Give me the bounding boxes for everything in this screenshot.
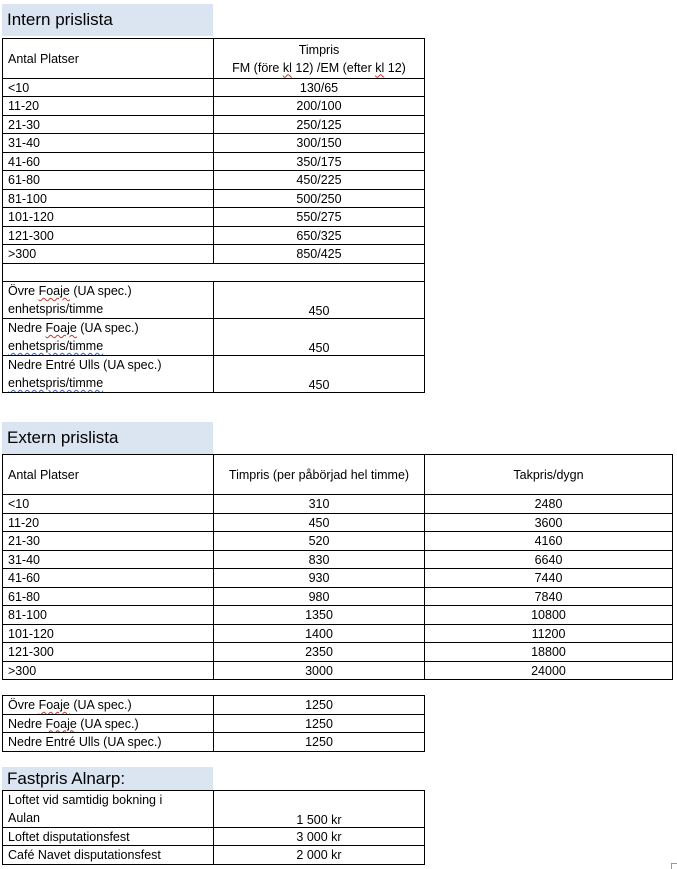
table-row [3,625,673,643]
extern-extras-table [2,695,425,752]
intern-extra-name: Nedre Entré Ulls (UA spec.) enhetspris/timme [3,356,214,393]
intern-heading: Intern prislista [2,4,213,36]
spacer-row [3,264,425,282]
table-row [3,828,425,846]
alnarp-item-price: 2 000 kr [214,846,425,865]
extern-seats: <10 [3,495,214,514]
extern-seats: >300 [3,662,214,680]
extern-hourly: 520 [214,532,425,551]
extern-extra-name: Nedre Entré Ulls (UA spec.) [3,733,214,752]
extern-hourly: 310 [214,495,425,514]
intern-price: 850/425 [214,245,425,264]
table-row [3,116,425,134]
table-row [3,153,425,171]
alnarp-heading: Fastpris Alnarp: [2,767,213,791]
table-row [3,569,673,588]
intern-header-seats: Antal Platser [3,39,214,79]
table-row [3,696,425,715]
extern-seats: 121-300 [3,643,214,662]
table-row [3,79,425,97]
table-row [3,733,425,752]
intern-extra-name: Nedre Foaje (UA spec.) enhetspris/timme [3,319,214,356]
table-row [3,791,425,828]
intern-seats: 61-80 [3,171,214,190]
extern-cap: 4160 [425,532,673,551]
extern-hourly: 830 [214,551,425,569]
extern-hourly: 2350 [214,643,425,662]
table-row [3,190,425,208]
intern-price: 450/225 [214,171,425,190]
table-row [3,662,673,680]
extern-header-seats: Antal Platser [3,455,214,495]
alnarp-item-price: 3 000 kr [214,828,425,846]
table-row [3,227,425,245]
extern-cap: 2480 [425,495,673,514]
extern-header-cap: Takpris/dygn [425,455,673,495]
intern-extra-name: Övre Foaje (UA spec.) enhetspris/timme [3,282,214,319]
extern-cap: 10800 [425,606,673,625]
table-row [3,495,673,514]
extern-extra-price: 1250 [214,733,425,752]
extern-hourly: 1350 [214,606,425,625]
extern-cap: 7840 [425,588,673,606]
extern-seats: 101-120 [3,625,214,643]
extern-hourly: 980 [214,588,425,606]
intern-price: 350/175 [214,153,425,171]
table-row [3,97,425,116]
extern-cap: 18800 [425,643,673,662]
extern-seats: 81-100 [3,606,214,625]
extern-cap: 11200 [425,625,673,643]
intern-price: 650/325 [214,227,425,245]
spacer-cell [3,264,425,282]
intern-price: 300/150 [214,134,425,153]
table-row [3,643,673,662]
extern-extra-price: 1250 [214,715,425,733]
intern-header-price-line1: Timpris [298,42,340,57]
page-corner-mark [671,863,677,869]
extern-hourly: 3000 [214,662,425,680]
intern-seats: 31-40 [3,134,214,153]
intern-seats: 21-30 [3,116,214,134]
extern-hourly: 450 [214,514,425,532]
intern-seats: 11-20 [3,97,214,116]
extern-cap: 3600 [425,514,673,532]
extern-seats: 41-60 [3,569,214,588]
alnarp-item-name: Loftet vid samtidig bokning i Aulan [3,791,214,828]
extern-seats: 31-40 [3,551,214,569]
alnarp-item-name: Loftet disputationsfest [3,828,214,846]
intern-extra-price: 450 [214,356,425,393]
extern-hourly: 1400 [214,625,425,643]
table-row [3,606,673,625]
intern-extra-price: 450 [214,319,425,356]
table-row [3,208,425,227]
extern-cap: 7440 [425,569,673,588]
intern-seats: 41-60 [3,153,214,171]
intern-seats: 81-100 [3,190,214,208]
table-row [3,134,425,153]
extern-extra-name: Nedre Foaje (UA spec.) [3,715,214,733]
intern-price-table [2,38,425,393]
intern-extra-price: 450 [214,282,425,319]
extern-price-table [2,454,673,680]
extern-cap: 6640 [425,551,673,569]
extern-seats: 11-20 [3,514,214,532]
table-row [3,588,673,606]
table-row [3,319,425,356]
extern-seats: 21-30 [3,532,214,551]
extern-cap: 24000 [425,662,673,680]
intern-seats: 121-300 [3,227,214,245]
intern-seats: >300 [3,245,214,264]
intern-price: 200/100 [214,97,425,116]
intern-price: 250/125 [214,116,425,134]
table-row [3,532,673,551]
intern-header-price-line2: FM (före kl 12) /EM (efter kl 12) [232,60,406,75]
alnarp-item-price: 1 500 kr [214,791,425,828]
extern-heading: Extern prislista [2,422,213,454]
table-row [3,551,673,569]
extern-header-hourly: Timpris (per påbörjad hel timme) [214,455,425,495]
table-row [3,245,425,264]
extern-seats: 61-80 [3,588,214,606]
intern-seats: <10 [3,79,214,97]
alnarp-item-name: Café Navet disputationsfest [3,846,214,865]
table-row [3,514,673,532]
intern-price: 550/275 [214,208,425,227]
extern-hourly: 930 [214,569,425,588]
intern-header-price [214,39,425,79]
table-row [3,715,425,733]
table-row [3,846,425,865]
table-row [3,171,425,190]
table-row [3,282,425,319]
table-row [3,356,425,393]
intern-price: 130/65 [214,79,425,97]
intern-seats: 101-120 [3,208,214,227]
intern-price: 500/250 [214,190,425,208]
extern-extra-price: 1250 [214,696,425,715]
extern-extra-name: Övre Foaje (UA spec.) [3,696,214,715]
alnarp-price-table [2,790,425,865]
